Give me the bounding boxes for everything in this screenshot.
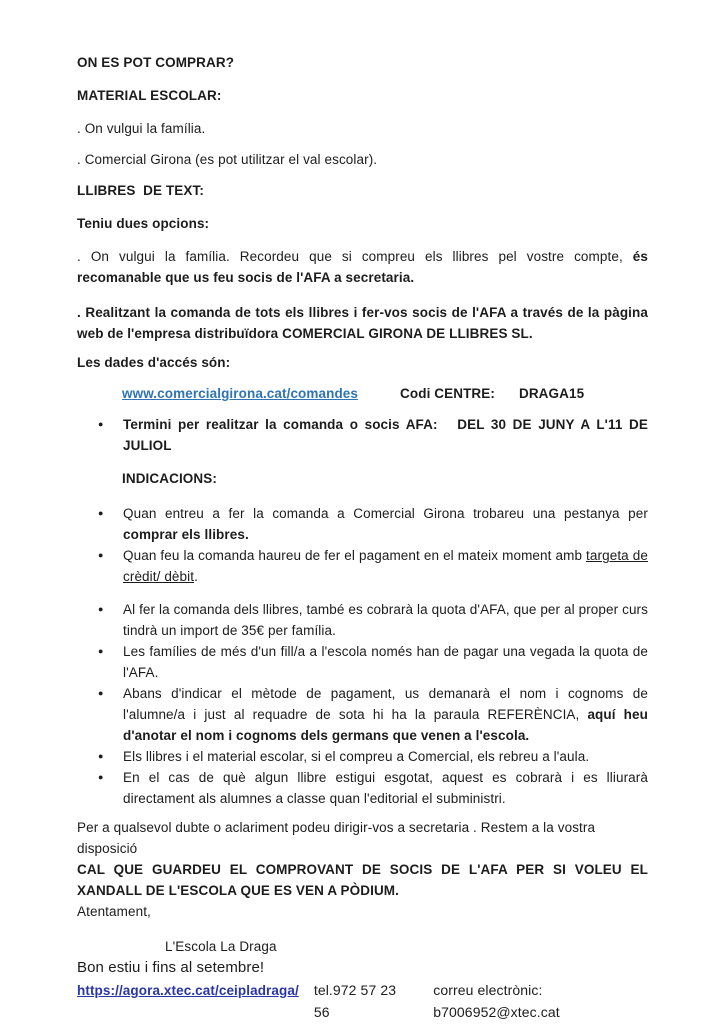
closing-contact-text: Per a qualsevol dubte o aclariment podeu dirigir-vos a secretaria . Restem a la vostra disposició (77, 820, 596, 856)
indication-item-pestanya: ● Quan entreu a fer la comanda a Comercial Girona trobareu una pestanya per comprar els llibres. (77, 503, 648, 545)
email-address: correu electrònic: b7006952@xtec.cat (433, 982, 560, 1020)
bullet-icon: ● (98, 508, 104, 518)
heading-llibres-de-text: LLIBRES DE TEXT: (77, 183, 204, 198)
material-option-family: . On vulgui la família. (77, 121, 206, 136)
bullet-icon: ● (98, 604, 104, 614)
indication-item-families: ● Les famílies de més d'un fill/a a l'escola només han de pagar una vegada la quota de l'AFA. (77, 641, 648, 683)
indications-list (77, 503, 648, 809)
farewell-text: Bon estiu i fins al setembre! (77, 959, 265, 976)
closing-paragraph (77, 817, 648, 901)
option-buy-yourself-text: . On vulgui la família. Recordeu que si compreu els llibres pel vostre compte, (77, 249, 633, 264)
comercialgirona-link[interactable]: www.comercialgirona.cat/comandes (122, 386, 359, 401)
salutation: Atentament, (77, 904, 151, 919)
heading-teniu-dues-opcions: Teniu dues opcions: (77, 216, 210, 231)
deadline-list (77, 414, 652, 456)
option-buy-yourself-bold: és recomanable que us feu socis de l'AFA a secretaria. (77, 249, 648, 285)
bullet-icon: ● (98, 688, 104, 698)
option-buy-yourself (77, 246, 648, 288)
heading-indicacions: INDICACIONS: (122, 471, 217, 486)
indication-item-esgotat: ● En el cas de què algun llibre estigui esgotat, aquest es cobrarà i es lliurarà directament als alumnes a classe quan l'editorial el subministri. (77, 767, 648, 809)
codi-centre-value: DRAGA15 (518, 386, 585, 401)
footer-contact-line (77, 979, 648, 1023)
codi-centre-label: Codi CENTRE: (400, 386, 495, 401)
heading-les-dades-acces: Les dades d'accés són: (77, 355, 231, 370)
bullet-icon: ● (98, 772, 104, 782)
indication-item-pagament: ● Quan feu la comanda haureu de fer el pagament en el mateix moment amb targeta de crèdit/ dèbit. (77, 545, 648, 587)
indication-item-referencia: ● Abans d'indicar el mètode de pagament, us demanarà el nom i cognoms de l'alumne/a i just al requadre de sota hi ha la paraula REFERÈNCIA, aquí heu d'anotar el nom i cognoms dels germans que venen a l'escola. (77, 683, 648, 746)
bullet-icon: ● (98, 419, 104, 429)
option-order-online: . Realitzant la comanda de tots els llibres i fer-vos socis de l'AFA a través de la pàgina web de l'empresa distribuïdora COMERCIAL GIRONA DE LLIBRES SL. (77, 305, 648, 341)
school-website-link[interactable]: https://agora.xtec.cat/ceipladraga/ (77, 983, 299, 998)
bullet-icon: ● (98, 550, 104, 560)
heading-material-escolar: MATERIAL ESCOLAR: (77, 88, 222, 103)
material-option-comercial: . Comercial Girona (es pot utilitzar el val escolar). (77, 152, 378, 167)
deadline-text: Termini per realitzar la comanda o socis AFA: DEL 30 DE JUNY A L'11 DE JULIOL (123, 417, 652, 453)
indication-item-quota-afa: ● Al fer la comanda dels llibres, també es cobrarà la quota d'AFA, que per al proper curs tindrà un import de 35€ per família. (77, 599, 648, 641)
signature-school-name: L'Escola La Draga (165, 939, 277, 954)
bullet-icon: ● (98, 751, 104, 761)
access-data-line (77, 383, 648, 404)
heading-on-es-pot-comprar: ON ES POT COMPRAR? (77, 55, 235, 70)
bullet-icon: ● (98, 646, 104, 656)
deadline-bullet-item (77, 414, 652, 456)
phone-number: tel.972 57 23 56 (313, 982, 397, 1020)
closing-warning-bold: CAL QUE GUARDEU EL COMPROVANT DE SOCIS DE L'AFA PER SI VOLEU EL XANDALL DE L'ESCOLA QUE ES VEN A PÒDIUM. (77, 862, 648, 898)
indication-item-rebreu-aula: ● Els llibres i el material escolar, si el compreu a Comercial, els rebreu a l'aula. (77, 746, 648, 767)
